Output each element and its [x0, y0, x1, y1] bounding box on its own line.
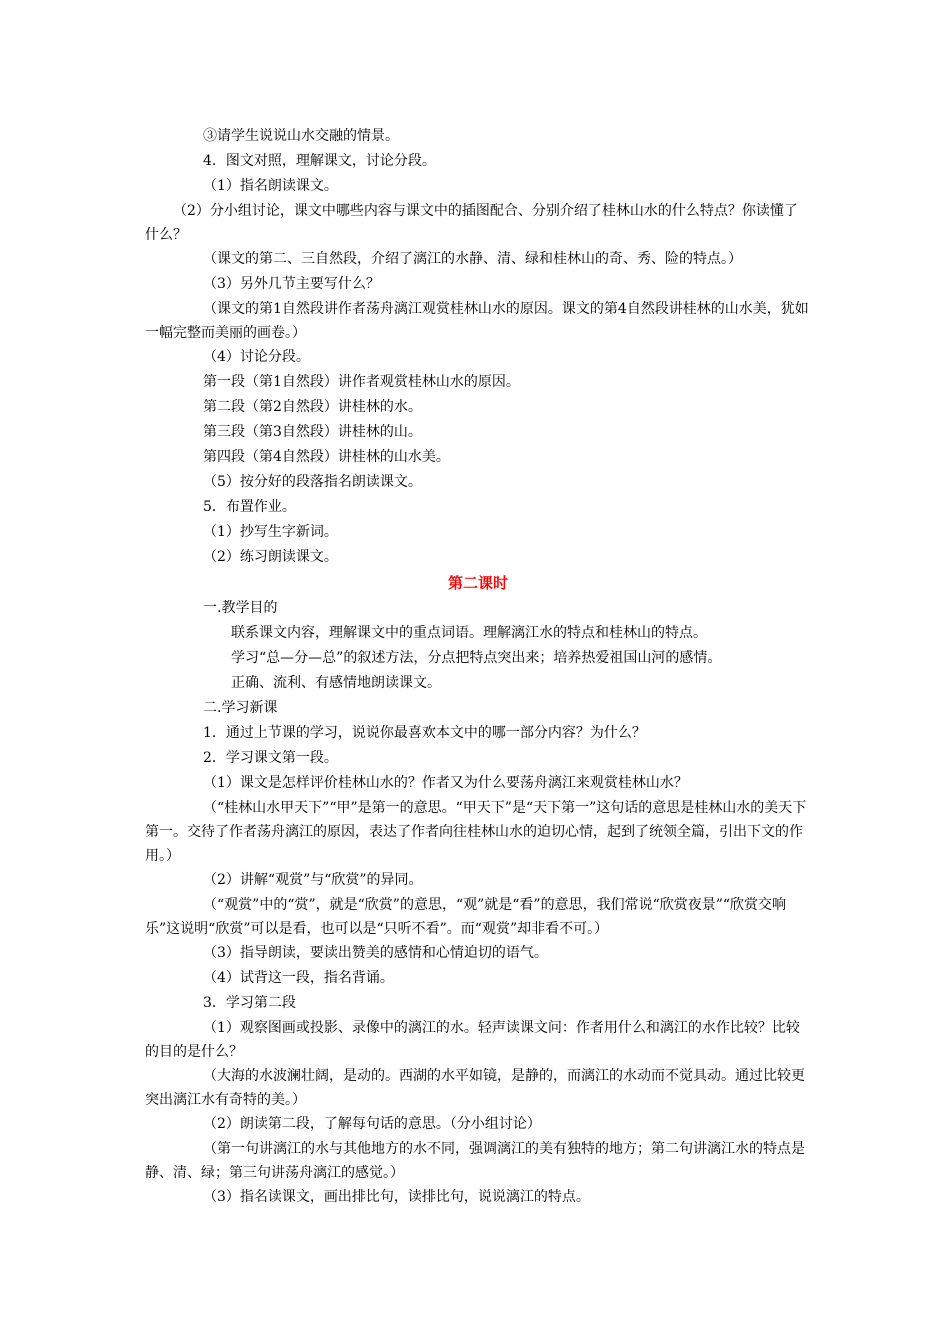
text-line: （1）指名朗读课文。 [203, 178, 338, 194]
text-line: 二.学习新课 [203, 700, 278, 716]
text-line: 联系课文内容，理解课文中的重点词语。理解漓江水的特点和桂林山的特点。 [231, 625, 707, 641]
text-line: （4）试背这一段，指名背诵。 [203, 970, 394, 986]
text-paragraph: （课文的第1自然段讲作者荡舟漓江观赏桂林山水的原因。课文的第4自然段讲桂林的山水美，犹如一幅完整而美丽的画卷。） [145, 301, 809, 341]
text-line: （4）讨论分段。 [203, 349, 310, 365]
text-line: 2．学习课文第一段。 [203, 750, 338, 766]
text-line: 3．学习第二段 [203, 995, 296, 1011]
text-line: 第四段（第4自然段）讲桂林的山水美。 [203, 449, 450, 465]
text-line: ③请学生说说山水交融的情景。 [203, 128, 399, 144]
text-line: 第二段（第2自然段）讲桂林的水。 [203, 399, 422, 415]
text-line: 5．布置作业。 [203, 499, 296, 515]
text-line: 1．通过上节课的学习，说说你最喜欢本文中的哪一部分内容？为什么？ [203, 725, 646, 741]
section-heading: 第二课时 [447, 574, 508, 592]
text-paragraph: （第一句讲漓江的水与其他地方的水不同，强调漓江的美有独特的地方；第二句讲漓江水的特点是静、清、绿；第三句讲荡舟漓江的感觉。） [145, 1141, 805, 1181]
text-line: （2）练习朗读课文。 [203, 549, 338, 565]
text-line: （1）抄写生字新词。 [203, 524, 338, 540]
text-paragraph: （大海的水波澜壮阔，是动的。西湖的水平如镜，是静的，而漓江的水动而不觉具动。通过比较更突出漓江水有奇特的美。） [145, 1068, 805, 1108]
text-line: 第三段（第3自然段）讲桂林的山。 [203, 424, 422, 440]
text-line: 4．图文对照，理解课文，讨论分段。 [203, 153, 436, 169]
text-paragraph: （“桂林山水甲天下”“甲”是第一的意思。“甲天下”是“天下第一”这句话的意思是桂林山水的美天下第一。交待了作者荡舟漓江的原因，表达了作者向往桂林山水的迫切心情，起到了统领全篇，引出下文的作用。） [145, 800, 807, 864]
text-line: （3）指导朗读，要读出赞美的感情和心情迫切的语气。 [203, 945, 548, 961]
text-line: 第一段（第1自然段）讲作者观赏桂林山水的原因。 [203, 374, 520, 390]
text-line: （5）按分好的段落指名朗读课文。 [203, 474, 422, 490]
text-line: （2）朗读第二段，了解每句话的意思。（分小组讨论） [203, 1116, 541, 1132]
text-line: （3）指名读课文，画出排比句，读排比句，说说漓江的特点。 [203, 1189, 590, 1205]
text-paragraph: （1）观察图画或投影、录像中的漓江的水。轻声读课文问：作者用什么和漓江的水作比较？比较的目的是什么？ [145, 1020, 800, 1060]
text-line: 一.教学目的 [203, 600, 278, 616]
text-line: （1）课文是怎样评价桂林山水的？作者又为什么要荡舟漓江来观赏桂林山水？ [203, 775, 688, 791]
text-line: 正确、流利、有感情地朗读课文。 [231, 675, 441, 691]
document-body [145, 124, 811, 1210]
text-line: （课文的第二、三自然段，介绍了漓江的水静、清、绿和桂林山的奇、秀、险的特点。） [203, 251, 742, 267]
text-line: （2）讲解“观赏”与“欣赏”的异同。 [203, 872, 423, 888]
text-paragraph: （2）分小组讨论，课文中哪些内容与课文中的插图配合、分别介绍了桂林山水的什么特点？你读懂了什么？ [145, 203, 798, 243]
text-line: （3）另外几节主要写什么？ [203, 276, 380, 292]
text-line: 学习“总—分—总”的叙述方法，分点把特点突出来；培养热爱祖国山河的感情。 [231, 650, 722, 666]
text-paragraph: （“观赏”中的“赏”，就是“欣赏”的意思，“观”就是“看”的意思，我们常说“欣赏夜景”“欣赏交响乐”这说明“欣赏”可以是看，也可以是“只听不看”。而“观赏”却非看不可。） [145, 897, 787, 937]
